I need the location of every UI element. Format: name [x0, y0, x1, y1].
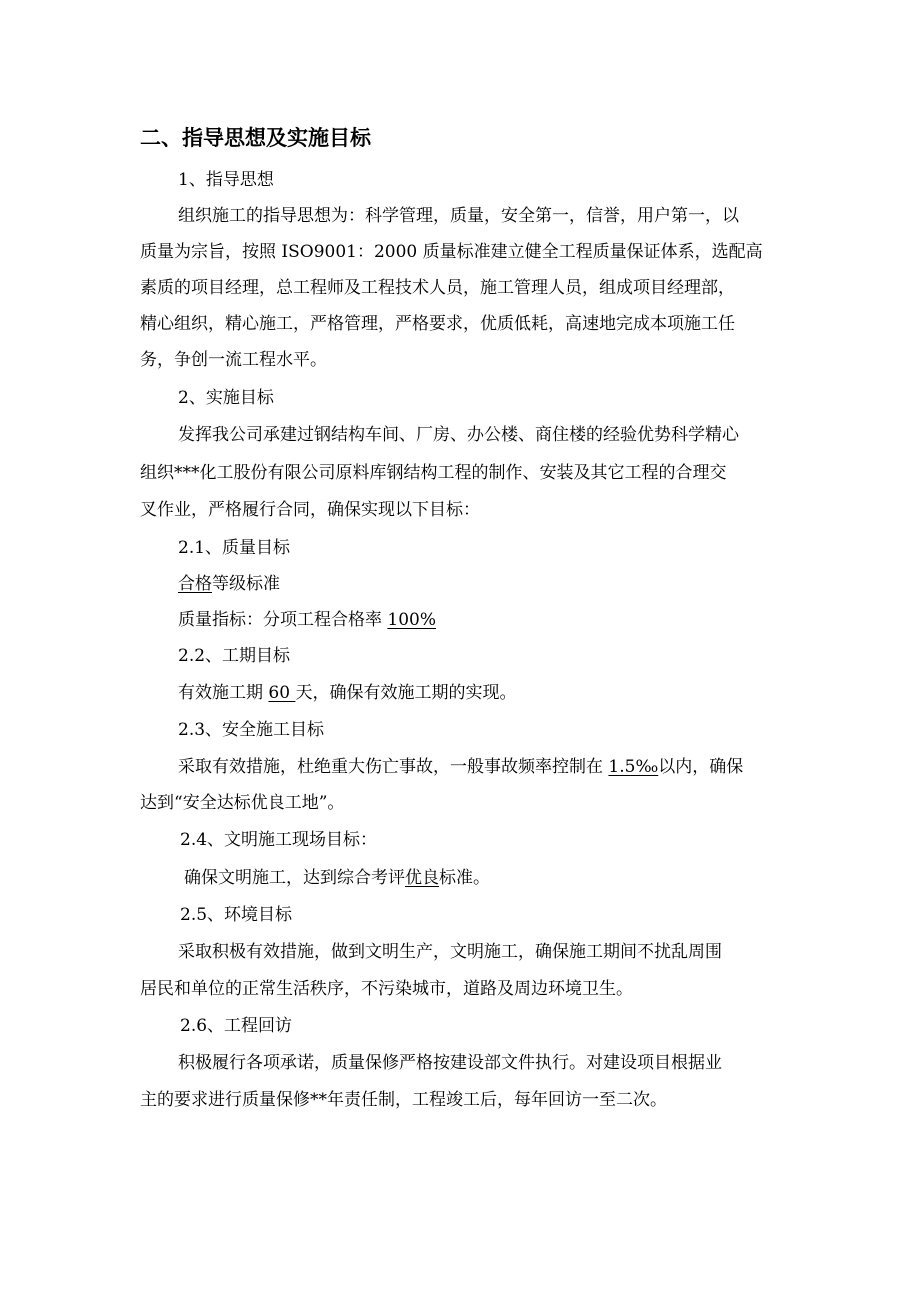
subheading-environment-goal: 2.5、环境目标	[180, 905, 293, 925]
subheading-civilized-site-goal: 2.4、文明施工现场目标：	[180, 830, 378, 850]
subheading-guiding-idea: 1、指导思想	[178, 170, 274, 190]
paragraph-line: 质量为宗旨，按照 ISO9001：2000 质量标准建立健全工程质量保证体系，选配高	[140, 242, 763, 262]
schedule-days-value: 60	[268, 683, 296, 703]
quality-grade-line	[178, 572, 280, 596]
schedule-label: 有效施工期	[178, 683, 269, 703]
safety-rate-value: 1.5‰	[608, 757, 659, 777]
safety-text-pre: 采取有效措施，杜绝重大伤亡事故，一般事故频率控制在	[178, 757, 609, 777]
quality-index-line	[178, 608, 436, 632]
safety-text-post: 以内，确保	[658, 757, 744, 777]
subheading-implementation-goals: 2、实施目标	[178, 388, 274, 408]
paragraph-line: 叉作业，严格履行合同，确保实现以下目标：	[140, 500, 480, 520]
quality-index-label: 质量指标：分项工程合格率	[178, 610, 388, 630]
subheading-return-visit: 2.6、工程回访	[180, 1016, 293, 1036]
paragraph-line: 采取积极有效措施，做到文明生产，文明施工，确保施工期间不扰乱周围	[178, 942, 722, 962]
paragraph-line: 务，争创一流工程水平。	[140, 350, 327, 370]
section-heading: 二、指导思想及实施目标	[140, 126, 371, 150]
paragraph-line: 组织施工的指导思想为：科学管理，质量，安全第一，信誉，用户第一，以	[178, 206, 739, 226]
paragraph-line: 主的要求进行质量保修**年责任制，工程竣工后，每年回访一至二次。	[140, 1090, 667, 1110]
paragraph-line: 组织***化工股份有限公司原料库钢结构工程的制作、安装及其它工程的合理交	[140, 463, 727, 483]
quality-grade-text: 等级标准	[212, 574, 280, 594]
subheading-quality-goal: 2.1、质量目标	[178, 538, 291, 558]
paragraph-line: 精心组织，精心施工，严格管理，严格要求，优质低耗，高速地完成本项施工任	[140, 314, 735, 334]
schedule-line	[178, 681, 516, 705]
paragraph-line: 积极履行各项承诺，质量保修严格按建设部文件执行。对建设项目根据业	[178, 1053, 722, 1073]
civil-text-post: 标准。	[439, 868, 490, 888]
subheading-schedule-goal: 2.2、工期目标	[178, 646, 291, 666]
civil-grade-value: 优良	[405, 868, 439, 888]
schedule-text: 天，确保有效施工期的实现。	[295, 683, 517, 703]
civil-text-pre: 确保文明施工，达到综合考评	[184, 868, 405, 888]
subheading-safety-goal: 2.3、安全施工目标	[178, 720, 325, 740]
quality-grade-value: 合格	[178, 574, 212, 594]
paragraph-line: 发挥我公司承建过钢结构车间、厂房、办公楼、商住楼的经验优势科学精心	[178, 425, 739, 445]
paragraph-line: 素质的项目经理，总工程师及工程技术人员，施工管理人员，组成项目经理部，	[140, 278, 735, 298]
quality-index-value: 100%	[387, 610, 437, 630]
paragraph-line: 达到“安全达标优良工地”。	[140, 793, 345, 813]
safety-line	[178, 755, 743, 779]
paragraph-line: 居民和单位的正常生活秩序，不污染城市，道路及周边环境卫生。	[140, 979, 633, 999]
civil-line	[184, 866, 490, 890]
